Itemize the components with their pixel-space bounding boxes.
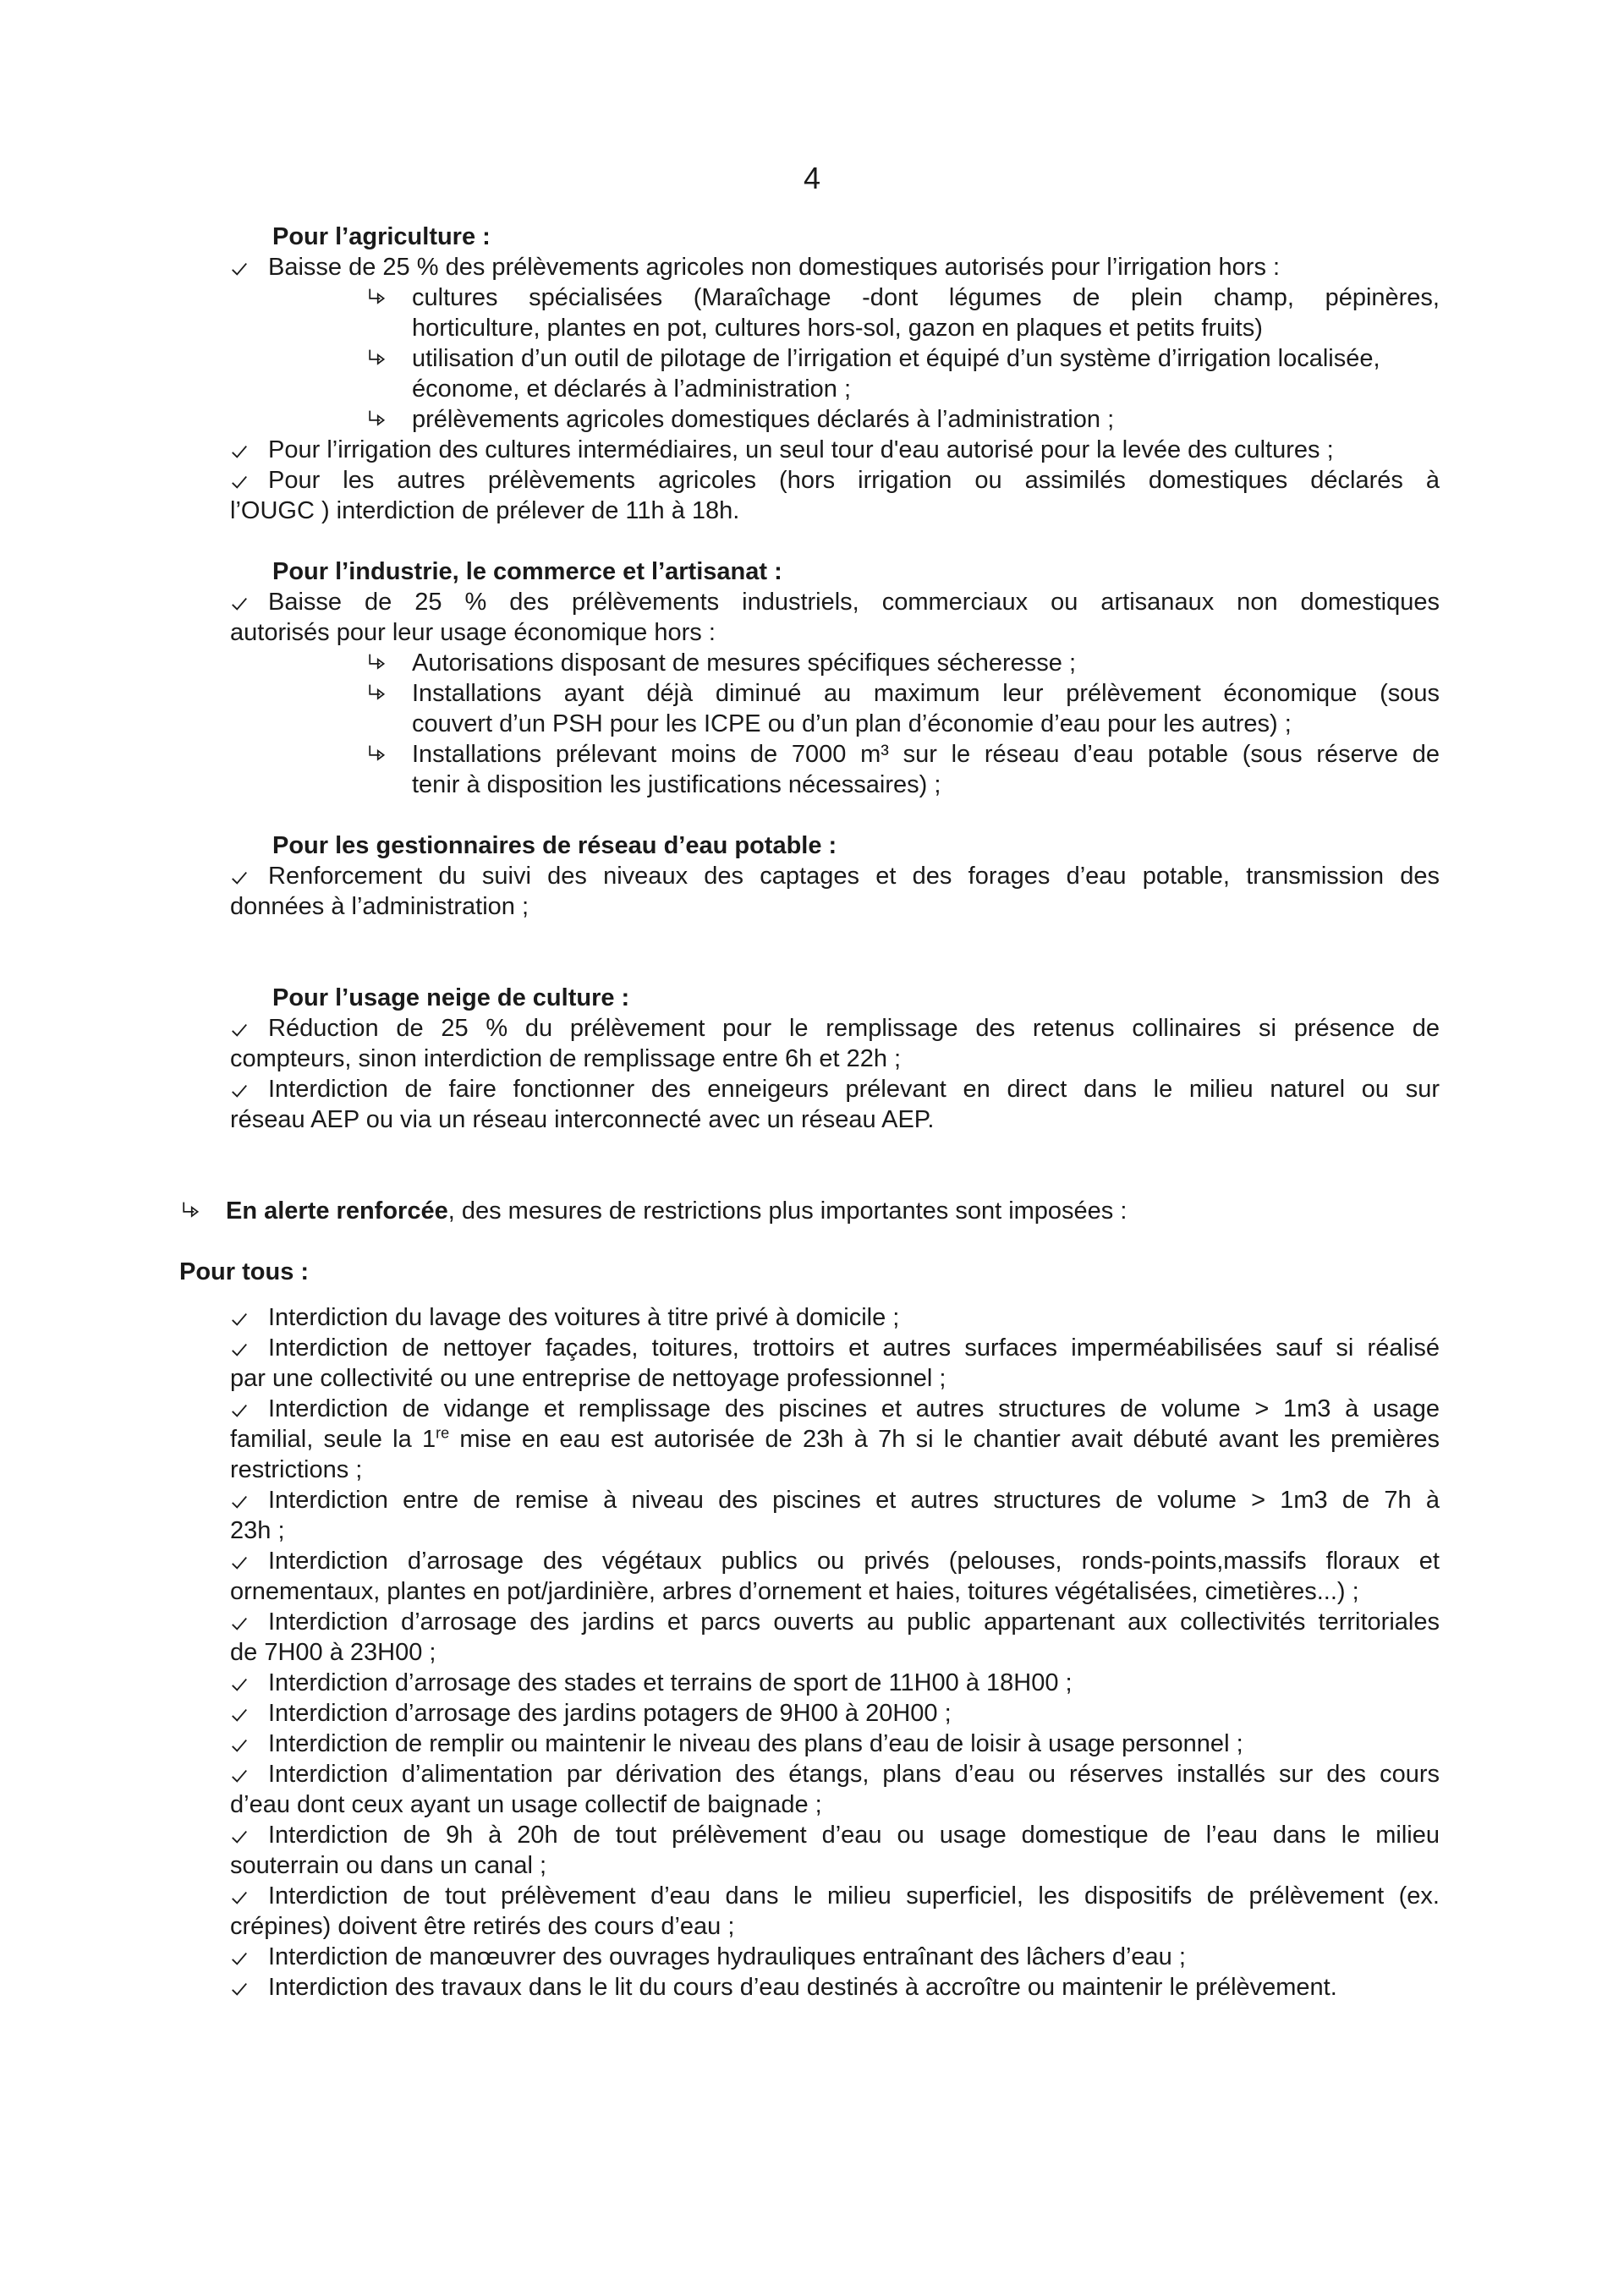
industrie-sub-1: Autorisations disposant de mesures spécifiques sécheresse ; [365,648,1440,678]
agriculture-sub-2-cont: économe, et déclarés à l’administration ; [412,375,852,403]
agriculture-sub-1: cultures spécialisées (Maraîchage -dont légumes de plein champ, pépinères, [365,282,1440,313]
corner-arrow-icon [365,648,412,678]
checkmark-icon [230,587,268,617]
tous-item-5-cont: ornementaux, plantes en pot/jardinière, arbres d’ornement et haies, toitures végétalisées, cimetières...) ; [230,1578,1359,1605]
tous-item-10-cont: d’eau dont ceux ayant un usage collectif de baignade ; [230,1791,822,1818]
agriculture-heading: Pour l’agriculture : [272,223,491,250]
corner-arrow-icon [365,282,412,313]
alerte-intro: En alerte renforcée, des mesures de restrictions plus importantes sont imposées : [179,1196,1440,1226]
tous-item-11: Interdiction de 9h à 20h de tout prélèvement d’eau ou usage domestique de l’eau dans le milieu [230,1820,1440,1850]
corner-arrow-icon [365,343,412,374]
corner-arrow-icon [179,1196,226,1226]
page-content [179,222,1440,2003]
agriculture-bullet-3: Pour les autres prélèvements agricoles (hors irrigation ou assimilés domestiques déclarés à [230,465,1440,496]
neige-heading: Pour l’usage neige de culture : [272,984,630,1011]
checkmark-icon [230,1820,268,1850]
corner-arrow-icon [365,404,412,435]
industrie-bullet-1-cont: autorisés pour leur usage économique hors : [230,619,716,646]
industrie-sub-3: Installations prélevant moins de 7000 m³ sur le réseau d’eau potable (sous réserve de [365,739,1440,770]
agriculture-bullet-2: Pour l’irrigation des cultures intermédiaires, un seul tour d'eau autorisé pour la levée des cultures ; [230,435,1440,465]
tous-item-14: Interdiction des travaux dans le lit du cours d’eau destinés à accroître ou maintenir le prélèvement. [230,1972,1440,2003]
tous-item-4: Interdiction entre de remise à niveau des piscines et autres structures de volume > 1m3 de 7h à [230,1485,1440,1515]
tous-item-1: Interdiction du lavage des voitures à titre privé à domicile ; [230,1302,1440,1333]
industrie-sub-2-cont: couvert d’un PSH pour les ICPE ou d’un plan d’économie d’eau pour les autres) ; [412,710,1292,737]
tous-item-3: Interdiction de vidange et remplissage des piscines et autres structures de volume > 1m3 à usage [230,1394,1440,1424]
tous-item-2: Interdiction de nettoyer façades, toitures, trottoirs et autres surfaces imperméabilisées sauf si réalisé [230,1333,1440,1363]
tous-item-13: Interdiction de manœuvrer des ouvrages hydrauliques entraînant des lâchers d’eau ; [230,1942,1440,1972]
tous-item-10: Interdiction d’alimentation par dérivation des étangs, plans d’eau ou réserves installés sur des cours [230,1759,1440,1789]
checkmark-icon [230,1394,268,1424]
checkmark-icon [230,1302,268,1333]
tous-item-6: Interdiction d’arrosage des jardins et parcs ouverts au public appartenant aux collectivités territoriales [230,1607,1440,1637]
tous-item-12-cont: crépines) doivent être retirés des cours d’eau ; [230,1913,735,1940]
tous-item-7: Interdiction d’arrosage des stades et terrains de sport de 11H00 à 18H00 ; [230,1668,1440,1698]
tous-item-3-cont: familial, seule la 1re mise en eau est autorisée de 23h à 7h si le chantier avait débuté avant les premières [230,1424,1440,1453]
agriculture-sub-1-cont: horticulture, plantes en pot, cultures hors-sol, gazon en plaques et petits fruits) [412,315,1263,342]
agriculture-bullet-3-cont: l’OUGC ) interdiction de prélever de 11h à 18h. [230,497,740,524]
agriculture-sub-3: prélèvements agricoles domestiques déclarés à l’administration ; [365,404,1440,435]
reseau-bullet-1: Renforcement du suivi des niveaux des captages et des forages d’eau potable, transmission des [230,861,1440,891]
tous-item-8: Interdiction d’arrosage des jardins potagers de 9H00 à 20H00 ; [230,1698,1440,1729]
tous-item-6-cont: de 7H00 à 23H00 ; [230,1639,436,1666]
tous-item-2-cont: par une collectivité ou une entreprise de nettoyage professionnel ; [230,1365,946,1392]
checkmark-icon [230,1546,268,1576]
checkmark-icon [230,1668,268,1698]
tous-heading: Pour tous : [179,1258,310,1285]
checkmark-icon [230,1881,268,1911]
tous-item-12: Interdiction de tout prélèvement d’eau dans le milieu superficiel, les dispositifs de prélèvement (ex. [230,1881,1440,1911]
agriculture-bullet-1: Baisse de 25 % des prélèvements agricoles non domestiques autorisés pour l’irrigation hors : [230,252,1440,282]
neige-bullet-1: Réduction de 25 % du prélèvement pour le remplissage des retenus collinaires si présence de [230,1013,1440,1044]
checkmark-icon [230,252,268,282]
tous-item-5: Interdiction d’arrosage des végétaux publics ou privés (pelouses, ronds-points,massifs floraux et [230,1546,1440,1576]
tous-item-9: Interdiction de remplir ou maintenir le niveau des plans d’eau de loisir à usage personnel ; [230,1729,1440,1759]
checkmark-icon [230,435,268,465]
neige-bullet-2: Interdiction de faire fonctionner des enneigeurs prélevant en direct dans le milieu naturel ou sur [230,1074,1440,1104]
agriculture-sub-2: utilisation d’un outil de pilotage de l’irrigation et équipé d’un système d’irrigation localisée, [365,343,1440,374]
corner-arrow-icon [365,678,412,709]
checkmark-icon [230,1729,268,1759]
checkmark-icon [230,465,268,496]
neige-bullet-1-cont: compteurs, sinon interdiction de remplissage entre 6h et 22h ; [230,1045,902,1072]
checkmark-icon [230,1759,268,1789]
industrie-sub-2: Installations ayant déjà diminué au maximum leur prélèvement économique (sous [365,678,1440,709]
checkmark-icon [230,1013,268,1044]
tous-item-3-cont-2: restrictions ; [230,1456,363,1483]
reseau-bullet-1-cont: données à l’administration ; [230,893,529,920]
neige-bullet-2-cont: réseau AEP ou via un réseau interconnecté avec un réseau AEP. [230,1106,935,1133]
reseau-heading: Pour les gestionnaires de réseau d’eau potable : [272,832,837,859]
tous-item-4-cont: 23h ; [230,1517,285,1544]
checkmark-icon [230,1074,268,1104]
checkmark-icon [230,1972,268,2003]
checkmark-icon [230,861,268,891]
checkmark-icon [230,1485,268,1515]
industrie-sub-3-cont: tenir à disposition les justifications nécessaires) ; [412,771,941,798]
industrie-heading: Pour l’industrie, le commerce et l’artisanat : [272,558,782,585]
tous-item-11-cont: souterrain ou dans un canal ; [230,1852,547,1879]
corner-arrow-icon [365,739,412,770]
page-number: 4 [804,161,821,195]
checkmark-icon [230,1942,268,1972]
checkmark-icon [230,1607,268,1637]
industrie-bullet-1: Baisse de 25 % des prélèvements industriels, commerciaux ou artisanaux non domestiques [230,587,1440,617]
checkmark-icon [230,1333,268,1363]
alerte-bold: En alerte renforcée [226,1197,448,1225]
tous-list [230,1302,1440,2003]
checkmark-icon [230,1698,268,1729]
